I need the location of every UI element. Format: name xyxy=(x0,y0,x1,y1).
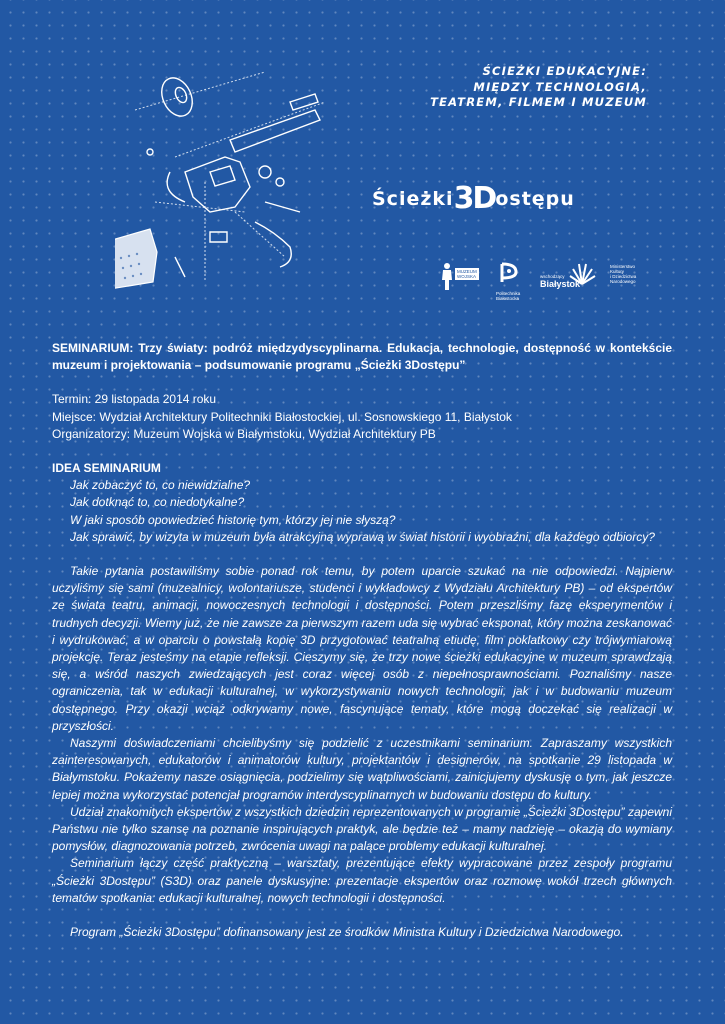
funding-note: Program „Ścieżki 3Dostępu” dofinansowany jest ze środków Ministra Kultury i Dziedzictwa Narodowego. xyxy=(70,925,624,940)
revolver-exploded-drawing xyxy=(115,62,337,294)
body-paragraph: Naszymi doświadczeniami chcielibyśmy się podzielić z uczestnikami seminarium. Zapraszamy wszystkich zainteresowanych, edukatorów i animatorów kultury, projektantów i designerów, na spotkanie 29 listopada w Białymstoku. Pokażemy nasze osiągnięcia, podzielimy się wątpliwościami, zainicjujemy dyskusję o tym, jak jeszcze lepiej można wykorzystać potencjał programów interdyscyplinarnych w budowaniu dostępu do kultury. xyxy=(52,736,672,802)
logo-part: Ścieżki xyxy=(372,188,454,210)
body-paragraph: Seminarium łączy część praktyczną – warsztaty, prezentujące efekty wypracowane przez zespoły programu „Ścieżki 3Dostępu” (S3D) oraz panele dyskusyjne: prezentacje ekspertów oraz rozmowę wokół trzech głównych tematów spotkania: edukacji kulturalnej, nowych technologii i dostępności. xyxy=(52,856,672,905)
partner-text: Kultury xyxy=(610,269,625,274)
idea-question: Jak zobaczyć to, co niewidzialne? xyxy=(70,478,251,493)
idea-heading: IDEA SEMINARIUM xyxy=(52,461,161,476)
politechnika-icon xyxy=(496,262,522,290)
partner-logos xyxy=(440,262,650,302)
partner-text: Politechnika xyxy=(496,291,521,296)
logo-3d: 3D xyxy=(453,181,496,216)
idea-question: Jak sprawić, by wizyta w muzeum była atrakcyjną wyprawą w świat historii i wyobraźni, dla każdego odbiorcy? xyxy=(70,529,655,544)
idea-question: Jak dotknąć to, co niedotykalne? xyxy=(70,495,245,510)
soldier-icon xyxy=(440,262,454,290)
program-title-line: TEATREM, FILMEM I MUZEUM xyxy=(430,95,647,109)
idea-question: W jaki sposób opowiedzieć historię tym, którzy jej nie słyszą? xyxy=(70,512,396,527)
body-paragraph: Takie pytania postawiliśmy sobie ponad rok temu, by potem uparcie szukać na nie odpowiedzi. Najpierw uczyliśmy się sami (muzealnicy, wolontariusze, studenci i wykładowcy z Wydziału Architektury PB) – od ekspertów ze świata teatru, animacji, nowoczesnych technologii i dostępności. Potem przeszliśmy fazę eksperymentów i trudnych decyzji. Wiemy już, że nie zawsze za pierwszym razem uda się wybrać eksponat, który można zeskanować i wydrukować, a w oparciu o powstałą kopię 3D przygotować teatralną etiudę, film poklatkowy czy trójwymiarową projekcję. Teraz jesteśmy na etapie refleksji. Cieszymy się, że trzy nowe ścieżki edukacyjne w muzeum sprawdzają się, a wśród naszych zwiedzających jest coraz więcej osób z niepełnosprawnościami. Poznaliśmy nasze ograniczenia, tak w edukacji kulturalnej, w wykorzystywaniu nowych technologii, jak i w budowaniu muzeum dostępnego. Przy okazji wciąż odkrywamy nowe, fascynujące tematy, które mogą doczekać się realizacji w przyszłości. xyxy=(52,564,672,733)
body-paragraph: Udział znakomitych ekspertów z wszystkich dziedzin reprezentowanych w programie „Ścieżki 3Dostępu” zapewni Państwu nie tylko szansę na poznanie inspirujących praktyk, ale będzie też – mamy nadzieję – okazją do wymiany pomysłów, diagnozowania potrzeb, zwrócenia uwagi na palące problemy edukacji kulturalnej. xyxy=(52,804,672,854)
partner-logo-ministerstwo xyxy=(610,262,652,302)
document-body xyxy=(52,340,672,953)
partner-logo-muzeum-wojska xyxy=(440,262,480,302)
partner-text: Narodowego xyxy=(610,279,636,284)
seminar-details xyxy=(52,391,672,443)
idea-body xyxy=(52,563,672,907)
partner-text: MUZEUM xyxy=(457,269,477,274)
partner-text: Białystok xyxy=(540,279,581,289)
partner-logo-bialystok xyxy=(540,262,600,302)
partner-text: WOJSKA xyxy=(457,274,477,279)
seminar-organizers: Organizatorzy: Muzeum Wojska w Białymstoku, Wydział Architektury PB xyxy=(52,426,436,441)
seminar-term: Termin: 29 listopada 2014 roku xyxy=(52,392,217,407)
partner-text: i Dziedzictwa xyxy=(610,274,637,279)
partner-logo-politechnika xyxy=(496,262,538,302)
partner-text: Ministerstwo xyxy=(610,264,636,269)
partner-text: Białostocka xyxy=(496,296,520,301)
partner-text: wschodzący xyxy=(540,274,565,279)
seminar-title: SEMINARIUM: Trzy światy: podróż międzydyscyplinarna. Edukacja, technologie, dostępność w kontekście muzeum i projektowania – podsumowanie programu „Ścieżki 3Dostępu” xyxy=(52,341,672,373)
program-title-line: ŚCIEŻKI EDUKACYJNE: xyxy=(482,64,647,78)
logo-part: ostępu xyxy=(495,188,575,210)
program-title-line: MIĘDZY TECHNOLOGIĄ, xyxy=(473,79,647,94)
program-title xyxy=(387,64,647,111)
sciezki-3dostepu-logo xyxy=(372,178,622,216)
seminar-place: Miejsce: Wydział Architektury Politechniki Białostockiej, ul. Sosnowskiego 11, Białystok xyxy=(52,409,512,424)
